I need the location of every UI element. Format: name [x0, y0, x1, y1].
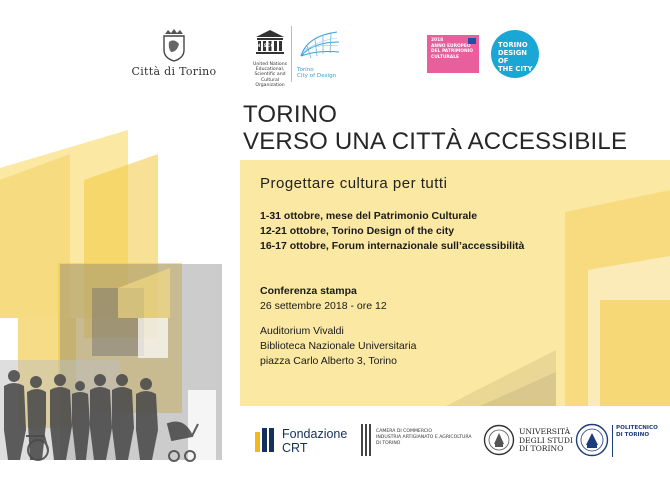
citta-di-torino-logo[interactable] [126, 28, 222, 84]
venue-line: piazza Carlo Alberto 3, Torino [260, 355, 397, 367]
torino-design-of-the-city-logo[interactable] [491, 30, 539, 78]
subtitle: Progettare cultura per tutti [260, 175, 448, 192]
unesco-logo[interactable] [246, 28, 294, 88]
door-shape [188, 390, 216, 460]
venue-line: Biblioteca Nazionale Universitaria [260, 340, 417, 352]
event-date-item: 1-31 ottobre, mese del Patrimonio Culturale [260, 210, 478, 222]
title-line-2: VERSO UNA CITTÀ ACCESSIBILE [243, 128, 628, 155]
unesco-wordmark: UNESCO [253, 43, 275, 48]
venue-block [260, 324, 416, 369]
polito-divider [612, 425, 613, 457]
ccia-bars-icon [361, 424, 373, 456]
torino-city-of-design-logo[interactable] [297, 28, 347, 84]
panel-house-shapes [240, 160, 670, 406]
polito-text: POLITECNICO DI TORINO [616, 425, 658, 438]
page-title [243, 101, 627, 155]
unito-text: UNIVERSITÀ DEGLI STUDI DI TORINO [519, 427, 573, 454]
unesco-temple-icon [253, 28, 287, 56]
citta-di-torino-label: Città di Torino [131, 65, 217, 78]
event-date-item: 12-21 ottobre, Torino Design of the city [260, 225, 455, 237]
press-conference-block [260, 284, 387, 314]
press-conference-label: Conferenza stampa [260, 285, 357, 297]
anno-europeo-patrimonio-logo[interactable] [427, 35, 479, 73]
camera-di-commercio-logo[interactable] [361, 424, 471, 458]
unesco-org-text: United Nations Educational, Scientific and Cultural Organization [253, 62, 287, 88]
venue-line: Auditorium Vivaldi [260, 325, 344, 337]
polito-seal-icon [575, 423, 609, 457]
event-date-item: 16-17 ottobre, Forum internazionale sull’accessibilità [260, 240, 525, 252]
torino-crest-icon [161, 28, 187, 62]
crt-name: Fondazione CRT [282, 427, 348, 455]
window-shape [138, 318, 168, 358]
accessible-city-illustration [0, 118, 240, 478]
tdc-line-1: TORINO [498, 41, 528, 49]
city-of-design-mesh-icon [297, 28, 341, 62]
info-panel [240, 160, 670, 406]
title-line-1: TORINO [243, 101, 338, 128]
city-of-design-text: Torino City of Design [297, 67, 337, 80]
tdc-line-2: DESIGN OF [498, 49, 527, 65]
fondazione-crt-logo[interactable] [255, 426, 355, 456]
politecnico-di-torino-logo[interactable] [575, 423, 670, 459]
event-dates-list [260, 209, 524, 254]
universita-di-torino-logo[interactable] [483, 424, 583, 458]
crt-bars-icon [255, 428, 277, 452]
unesco-divider [291, 26, 292, 82]
eu-flag-icon [468, 38, 476, 44]
unito-seal-icon [483, 424, 515, 456]
press-conference-date: 26 settembre 2018 - ore 12 [260, 300, 387, 312]
anno-europeo-text: 2018 ANNO EUROPEO DEL PATRIMONIO CULTURALE [431, 38, 473, 60]
ccia-text: CAMERA DI COMMERCIO INDUSTRIA ARTIGIANATO E AGRICOLTURA DI TORINO [376, 429, 472, 446]
tdc-line-3: THE CITY [498, 65, 533, 73]
